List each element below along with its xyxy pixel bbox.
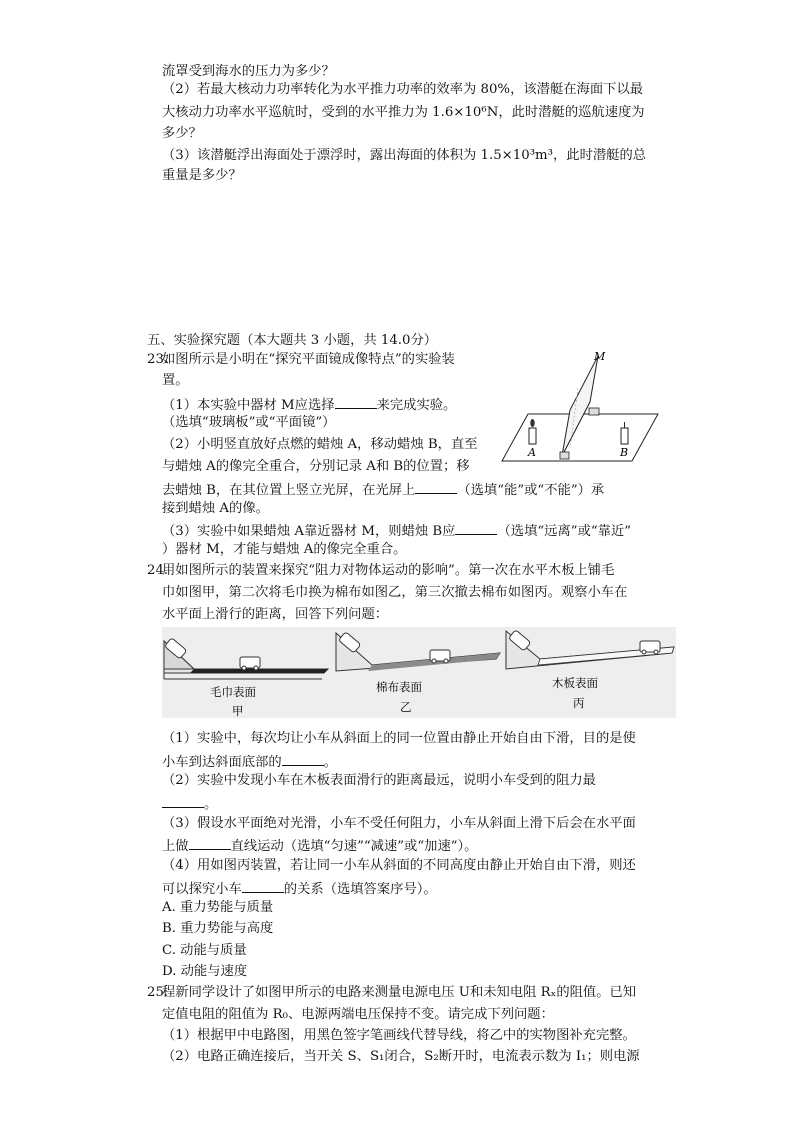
q24-line9: [162, 835, 477, 856]
q24-line7-tail: 。: [204, 797, 218, 812]
q24-line3: 水平面上滑行的距离，回答下列问题：: [162, 607, 389, 622]
cotton-label: 棉布表面: [376, 680, 422, 694]
option-d: D. 动能与速度: [162, 964, 248, 979]
q25-line4: （2）电路正确连接后，当开关 S、S₁闭合，S₂断开时，电流表示数为 I₁；则电源: [162, 1049, 640, 1064]
q23-number: 23.: [147, 352, 169, 367]
q23-line2: 置。: [162, 373, 189, 388]
q22-line2: （2）若最大核动力功率转化为水平推力功率的效率为 80%，该潜艇在海面下以最: [162, 82, 644, 97]
q25-line3: （1）根据甲中电路图，用黑色签字笔画线代替导线，将乙中的实物图补充完整。: [162, 1028, 636, 1043]
q23-line1: 如图所示是小明在“探究平面镜成像特点”的实验装: [162, 352, 455, 367]
q24-line7: [162, 793, 217, 814]
q24-line11: [162, 878, 437, 899]
q22-line1: 流罩受到海水的压力为多少？: [162, 64, 335, 79]
q22-line3: 大核动力功率水平巡航时，受到的水平推力为 1.6×10⁶N，此时潜艇的巡航速度为: [162, 105, 645, 120]
wood-sub: 丙: [573, 696, 585, 710]
answer-blank[interactable]: [242, 878, 284, 893]
q25-number: 25.: [147, 985, 169, 1000]
figure-label-a: A: [528, 446, 536, 459]
q23-line6: 与蜡烛 A的像完全重合，分别记录 A和 B的位置；移: [162, 459, 470, 474]
q22-line5: （3）该潜艇浮出海面处于漂浮时，露出海面的体积为 1.5×10³m³，此时潜艇的总: [162, 148, 647, 163]
answer-blank[interactable]: [415, 479, 457, 494]
section-title: 五、实验探究题（本大题共 3 小题，共 14.0分）: [147, 333, 438, 348]
q23-line8: 接到蜡烛 A的像。: [162, 501, 269, 516]
q24-line6: （2）实验中发现小车在木板表面滑行的距离最远，说明小车受到的阻力最: [162, 773, 596, 788]
cotton-sub: 乙: [400, 700, 412, 714]
q23-line3-tail: 来完成实验。: [376, 398, 457, 413]
q24-line2: 巾如图甲，第二次将毛巾换为棉布如图乙，第三次撤去棉布如图丙。观察小车在: [162, 585, 628, 600]
figure-label-m: M: [594, 350, 606, 363]
q23-line7-text: 去蜡烛 B，在其位置上竖立光屏，在光屏上: [162, 483, 416, 498]
q24-line5-tail: 。: [323, 755, 337, 770]
q24-line10: （4）用如图丙装置，若让同一小车从斜面的不同高度由静止开始自由下滑，则还: [162, 858, 636, 873]
option-a: A. 重力势能与质量: [162, 900, 274, 915]
q24-line4: （1）实验中，每次均让小车从斜面上的同一位置由静止开始自由下滑，目的是使: [162, 731, 636, 746]
q24-line9-text: 上做: [162, 839, 189, 854]
towel-sub: 甲: [232, 704, 244, 718]
q25-line2: 定值电阻的阻值为 R₀、电源两端电压保持不变。请完成下列问题：: [162, 1007, 554, 1022]
answer-blank[interactable]: [455, 520, 497, 535]
q25-line1: 程新同学设计了如图甲所示的电路来测量电源电压 U和未知电阻 Rₓ的阻值。已知: [162, 985, 637, 1000]
wood-label: 木板表面: [552, 676, 598, 690]
mirror-experiment-figure: [500, 348, 660, 468]
option-b: B. 重力势能与高度: [162, 921, 274, 936]
q24-line9-tail: 直线运动（选填“匀速”“减速”或“加速”）。: [230, 839, 478, 854]
friction-experiment-figure: [162, 627, 676, 718]
q24-number: 24.: [147, 563, 169, 578]
q23-line3-text: （1）本实验中器材 M应选择: [162, 398, 335, 413]
q23-line10: ）器材 M，才能与蜡烛 A的像完全重合。: [162, 542, 407, 557]
q22-line6: 重量是多少？: [162, 168, 242, 183]
q24-line5: [162, 751, 337, 772]
q23-line7-tail: （选填“能”或“不能”）承: [457, 483, 605, 498]
answer-blank[interactable]: [282, 751, 324, 766]
q23-line3: [162, 394, 456, 415]
q23-line9: [162, 520, 631, 541]
q23-line7: [162, 479, 604, 500]
answer-blank[interactable]: [162, 793, 204, 808]
q23-line4: （选填“玻璃板”或“平面镜”）: [162, 415, 336, 430]
q23-line9-tail: （选填“远离”或“靠近”: [497, 524, 632, 539]
q24-line11-text: 可以探究小车: [162, 882, 242, 897]
answer-blank[interactable]: [335, 394, 377, 409]
q24-line1: 用如图所示的装置来探究“阻力对物体运动的影响”。第一次在水平木板上铺毛: [162, 563, 615, 578]
q23-line9-text: （3）实验中如果蜡烛 A靠近器材 M，则蜡烛 B应: [162, 524, 456, 539]
answer-blank[interactable]: [189, 835, 231, 850]
q24-line8: （3）假设水平面绝对光滑，小车不受任何阻力，小车从斜面上滑下后会在水平面: [162, 816, 636, 831]
q24-line5-text: 小车到达斜面底部的: [162, 755, 282, 770]
q24-line11-tail: 的关系（选填答案序号）。: [283, 882, 437, 897]
towel-label: 毛巾表面: [210, 685, 256, 699]
q23-line5: （2）小明竖直放好点燃的蜡烛 A，移动蜡烛 B，直至: [162, 437, 478, 452]
figure-label-b: B: [620, 446, 629, 459]
option-c: C. 动能与质量: [162, 943, 247, 958]
q22-line4: 多少？: [162, 126, 202, 141]
